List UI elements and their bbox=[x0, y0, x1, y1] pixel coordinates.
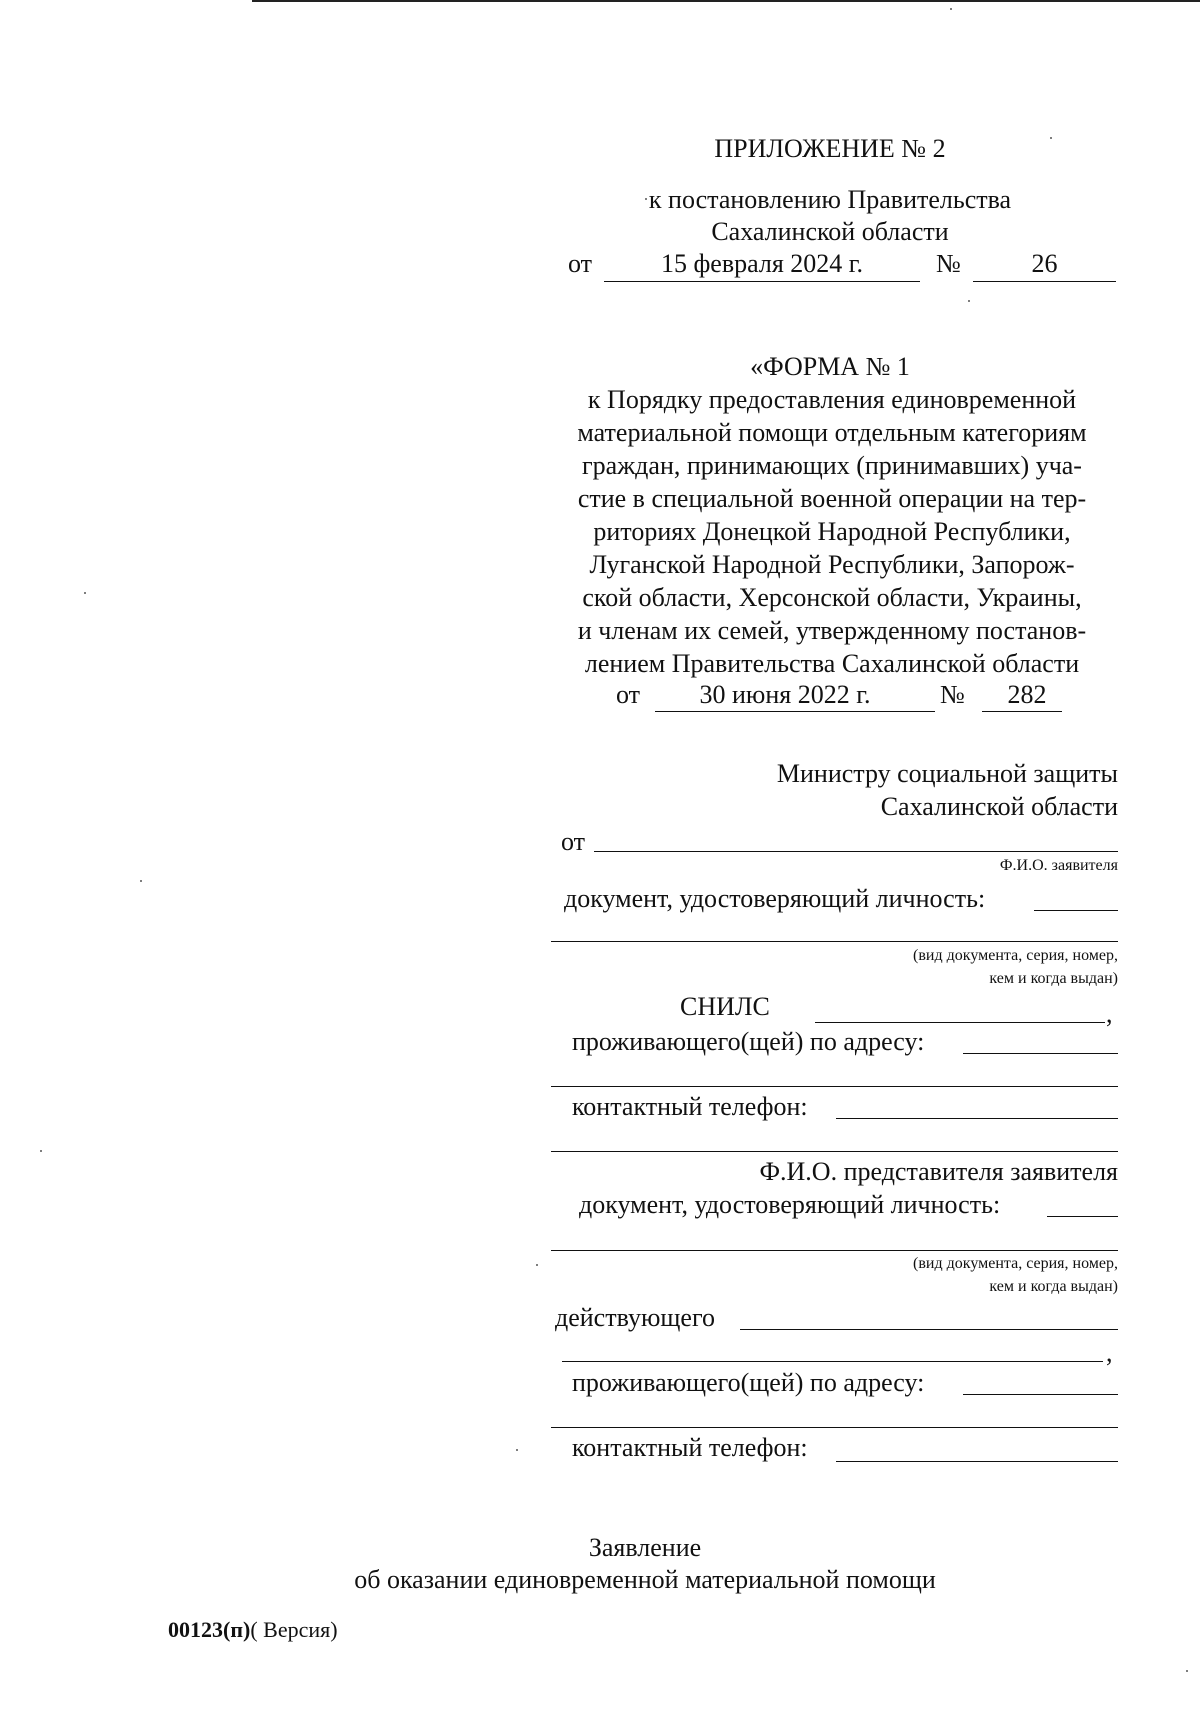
scan-speck bbox=[140, 880, 142, 882]
applicant-id-doc-field[interactable] bbox=[1034, 910, 1118, 911]
acting-field-2[interactable] bbox=[562, 1361, 1103, 1362]
applicant-phone-label: контактный телефон: bbox=[572, 1092, 808, 1121]
appendix-number: 26 bbox=[1031, 249, 1058, 278]
scan-speck bbox=[40, 1150, 42, 1152]
appendix-line-2: Сахалинской области bbox=[711, 217, 949, 246]
form-desc-line: граждан, принимающих (принимавших) уча- bbox=[582, 451, 1082, 480]
form-desc-line: лением Правительства Сахалинской области bbox=[584, 649, 1080, 678]
representative-fio-label: Ф.И.О. представителя заявителя bbox=[759, 1157, 1118, 1186]
scan-speck bbox=[84, 592, 86, 594]
acting-comma: , bbox=[1106, 1338, 1113, 1367]
scan-speck bbox=[1050, 137, 1052, 139]
form-desc-line: и членам их семей, утвержденному постанов- bbox=[577, 616, 1087, 645]
applicant-id-doc-caption-2: кем и когда выдан) bbox=[989, 970, 1118, 987]
statement-subtitle: об оказании единовременной материальной помощи bbox=[354, 1565, 936, 1594]
form-desc-line: материальной помощи отдельным категориям bbox=[577, 418, 1087, 447]
applicant-id-doc-field-2[interactable] bbox=[551, 941, 1118, 942]
snils-label: СНИЛС bbox=[680, 992, 770, 1021]
representative-id-doc-field[interactable] bbox=[1047, 1216, 1118, 1217]
applicant-address-field-2[interactable] bbox=[551, 1086, 1118, 1087]
scan-speck bbox=[968, 300, 970, 302]
form-from-label: от bbox=[616, 680, 641, 709]
scan-speck bbox=[536, 1264, 538, 1266]
representative-id-doc-label: документ, удостоверяющий личность: bbox=[579, 1190, 1001, 1219]
acting-field[interactable] bbox=[740, 1329, 1118, 1330]
form-date: 30 июня 2022 г. bbox=[699, 680, 871, 709]
applicant-fio-caption: Ф.И.О. заявителя bbox=[999, 857, 1118, 874]
snils-field[interactable] bbox=[815, 1022, 1105, 1023]
representative-phone-field[interactable] bbox=[836, 1461, 1118, 1462]
acting-label: действующего bbox=[555, 1303, 715, 1332]
applicant-id-doc-caption-1: (вид документа, серия, номер, bbox=[913, 947, 1118, 964]
footer-version: ( Версия) bbox=[250, 1617, 338, 1642]
form-desc-line: Луганской Народной Республики, Запорож- bbox=[589, 550, 1075, 579]
representative-address-label: проживающего(щей) по адресу: bbox=[572, 1368, 925, 1397]
applicant-from-label: от bbox=[561, 827, 586, 856]
representative-address-field[interactable] bbox=[963, 1394, 1118, 1395]
representative-id-doc-caption-1: (вид документа, серия, номер, bbox=[913, 1255, 1118, 1272]
scan-speck bbox=[516, 1449, 518, 1451]
statement-title: Заявление bbox=[588, 1533, 702, 1562]
form-desc-line: к Порядку предоставления единовременной bbox=[587, 385, 1077, 414]
form-desc-line: риториях Донецкой Народной Республики, bbox=[593, 517, 1071, 546]
representative-phone-label: контактный телефон: bbox=[572, 1433, 808, 1462]
applicant-address-field[interactable] bbox=[963, 1053, 1118, 1054]
addressee-line-2: Сахалинской области bbox=[880, 792, 1118, 821]
scan-speck bbox=[1186, 1670, 1188, 1672]
appendix-date-underline bbox=[604, 281, 920, 282]
applicant-fio-field[interactable] bbox=[594, 851, 1118, 852]
form-number-underline bbox=[982, 711, 1062, 712]
form-number-label: № bbox=[940, 680, 965, 709]
representative-id-doc-field-2[interactable] bbox=[551, 1250, 1118, 1251]
appendix-number-underline bbox=[973, 281, 1116, 282]
scan-speck bbox=[645, 198, 647, 200]
appendix-from-label: от bbox=[568, 249, 593, 278]
form-desc-line: стие в специальной военной операции на тер- bbox=[577, 484, 1087, 513]
top-border-line bbox=[252, 0, 1200, 2]
applicant-phone-field[interactable] bbox=[836, 1118, 1118, 1119]
form-desc-line: ской области, Херсонской области, Украины, bbox=[582, 583, 1082, 612]
form-number: 282 bbox=[1007, 680, 1047, 709]
applicant-address-label: проживающего(щей) по адресу: bbox=[572, 1027, 925, 1056]
representative-id-doc-caption-2: кем и когда выдан) bbox=[989, 1278, 1118, 1295]
appendix-title: ПРИЛОЖЕНИЕ № 2 bbox=[714, 134, 946, 163]
addressee-line-1: Министру социальной защиты bbox=[776, 759, 1118, 788]
snils-comma: , bbox=[1106, 999, 1113, 1028]
appendix-line-1: к постановлению Правительства bbox=[648, 185, 1012, 214]
form-title: «ФОРМА № 1 bbox=[750, 352, 910, 381]
appendix-date: 15 февраля 2024 г. bbox=[660, 249, 864, 278]
footer-code: 00123(п) bbox=[168, 1617, 251, 1642]
representative-address-field-2[interactable] bbox=[551, 1427, 1118, 1428]
applicant-id-doc-label: документ, удостоверяющий личность: bbox=[564, 884, 986, 913]
applicant-phone-field-2[interactable] bbox=[551, 1151, 1118, 1152]
footer-code-line bbox=[168, 1614, 338, 1646]
form-date-underline bbox=[655, 711, 935, 712]
scan-speck bbox=[950, 8, 952, 10]
appendix-number-label: № bbox=[936, 249, 961, 278]
